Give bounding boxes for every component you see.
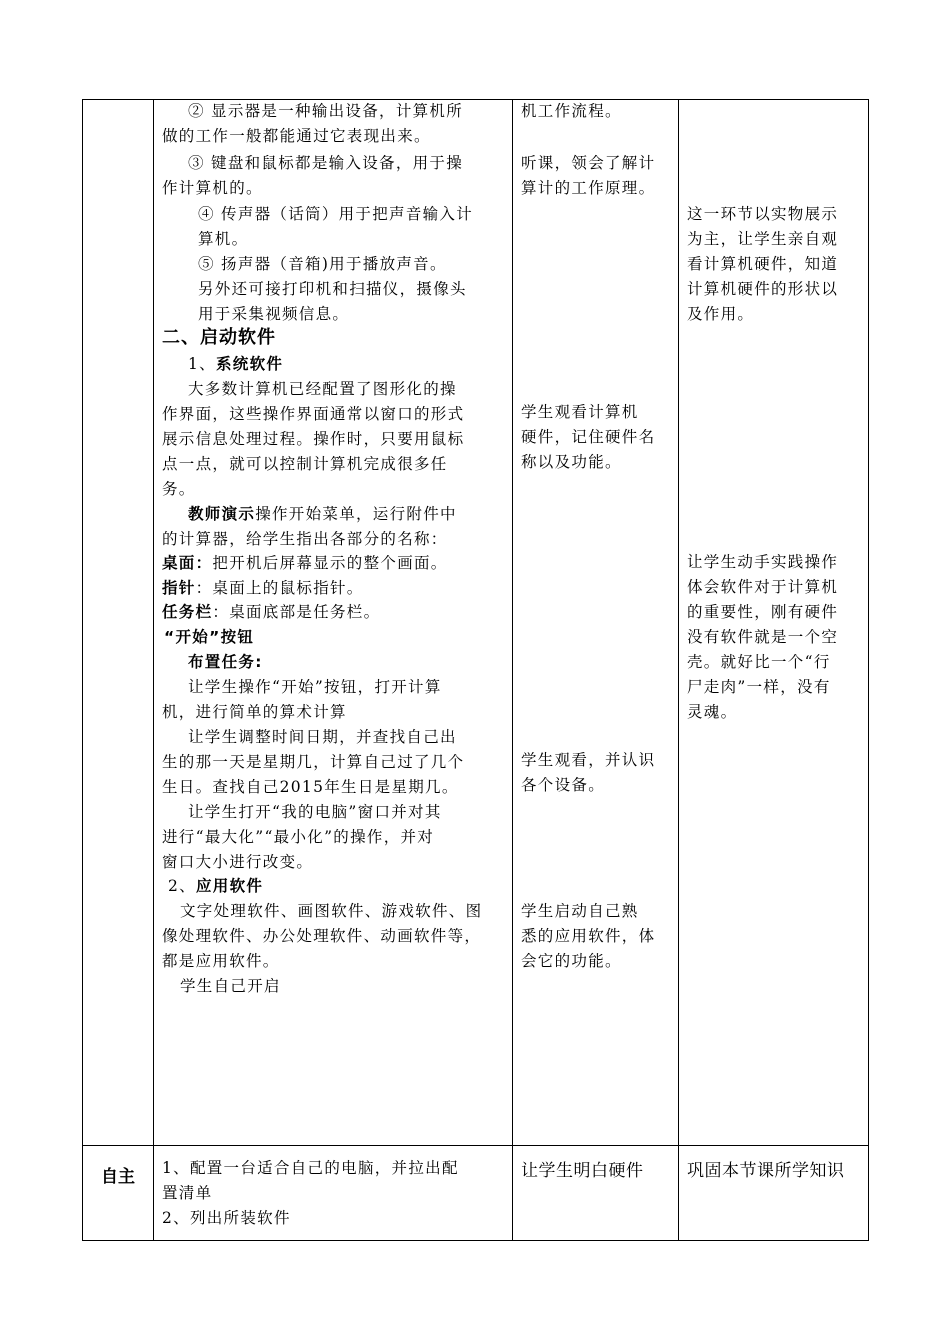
content-line: 文字处理软件、画图软件、游戏软件、图 [180, 902, 483, 920]
self-study-intent-text: 巩固本节课所学知识 [687, 1161, 845, 1181]
lesson-plan-table [82, 99, 869, 1241]
intent-line: 体会软件对于计算机 [687, 578, 839, 596]
student-line: 悉的应用软件，体 [521, 927, 656, 945]
intent-line: 的重要性，刚有硬件 [687, 603, 839, 621]
stage-cell-self-study [83, 1146, 154, 1241]
content-line: 窗口大小进行改变。 [162, 853, 314, 871]
term-line: 任务栏：桌面底部是任务栏。 [162, 603, 381, 621]
design-intent-cell [679, 100, 869, 1146]
table-row-self-study [83, 1146, 869, 1241]
student-line: 学生观看计算机 [521, 403, 639, 421]
content-line: 让学生操作“开始”按钮，打开计算 [188, 678, 442, 696]
content-line: 的计算器，给学生指出各部分的名称： [162, 530, 448, 548]
content-line: 务。 [162, 480, 196, 498]
student-line: 听课，领会了解计 [521, 154, 656, 172]
content-line: 都是应用软件。 [162, 952, 280, 970]
stage-cell-empty [83, 100, 154, 1146]
student-line: 机工作流程。 [521, 102, 622, 120]
content-line: 点一点，就可以控制计算机完成很多任 [162, 455, 448, 473]
student-line: 学生启动自己熟 [521, 902, 639, 920]
self-study-student-text: 让学生明白硬件 [521, 1161, 644, 1181]
self-study-student-cell [513, 1146, 679, 1241]
intent-line: 看计算机硬件，知道 [687, 255, 839, 273]
self-study-line: 2、列出所装软件 [162, 1209, 291, 1227]
intent-line: 让学生动手实践操作 [687, 553, 839, 571]
content-line: 教师演示操作开始菜单，运行附件中 [188, 505, 457, 523]
intent-line: 计算机硬件的形状以 [687, 280, 839, 298]
content-line: 生日。查找自己2015年生日是星期几。 [162, 778, 459, 796]
start-button-term: “开始”按钮 [164, 628, 255, 646]
student-activity-cell [513, 100, 679, 1146]
intent-line: 尸走肉”一样，没有 [687, 678, 831, 696]
intent-line: 及作用。 [687, 305, 755, 323]
content-line: 另外还可接打印机和扫描仪，摄像头 [198, 280, 467, 298]
stage-label: 自主 [101, 1167, 135, 1187]
intent-line: 壳。就好比一个“行 [687, 653, 831, 671]
student-line: 算计的工作原理。 [521, 179, 656, 197]
content-line: 像处理软件、办公处理软件、动画软件等， [162, 927, 482, 945]
intent-line: 这一环节以实物展示 [687, 205, 839, 223]
self-study-line: 1、配置一台适合自己的电脑，并拉出配 [162, 1159, 459, 1177]
intent-line: 为主，让学生亲自观 [687, 230, 839, 248]
content-line: 进行“最大化”“最小化”的操作，并对 [162, 828, 435, 846]
self-study-intent-cell [679, 1146, 869, 1241]
content-line: 做的工作一般都能通过它表现出来。 [162, 127, 431, 145]
student-line: 硬件，记住硬件名 [521, 428, 656, 446]
self-study-line: 置清单 [162, 1184, 213, 1202]
student-line: 称以及功能。 [521, 453, 622, 471]
content-line: 让学生调整时间日期，并查找自己出 [188, 728, 457, 746]
content-line: ② 显示器是一种输出设备，计算机所 [188, 102, 464, 120]
content-line: 展示信息处理过程。操作时，只要用鼠标 [162, 430, 465, 448]
intent-line: 没有软件就是一个空 [687, 628, 839, 646]
content-line: 算机。 [198, 230, 249, 248]
content-line: 作界面，这些操作界面通常以窗口的形式 [162, 405, 465, 423]
subsection-heading: 2、应用软件 [168, 877, 264, 895]
self-study-content-cell [154, 1146, 513, 1241]
student-line: 会它的功能。 [521, 952, 622, 970]
student-line: 各个设备。 [521, 776, 606, 794]
content-line: 生的那一天是星期几，计算自己过了几个 [162, 753, 465, 771]
content-line: 机，进行简单的算术计算 [162, 703, 347, 721]
subsection-heading: 1、系统软件 [188, 355, 284, 373]
table-row-teaching-process [83, 100, 869, 1146]
student-line: 学生观看，并认识 [521, 751, 656, 769]
content-line: 大多数计算机已经配置了图形化的操 [188, 380, 457, 398]
content-line: ③ 键盘和鼠标都是输入设备，用于操 [188, 154, 464, 172]
teaching-content-cell [154, 100, 513, 1146]
content-line: 让学生打开“我的电脑”窗口并对其 [188, 803, 442, 821]
content-line: ⑤ 扬声器（音箱)用于播放声音。 [198, 255, 447, 273]
content-line: 学生自己开启 [180, 977, 281, 995]
term-line: 桌面：把开机后屏幕显示的整个画面。 [162, 554, 448, 572]
content-line: 作计算机的。 [162, 179, 263, 197]
content-line: 用于采集视频信息。 [198, 305, 350, 323]
term-line: 指针：桌面上的鼠标指针。 [162, 579, 364, 597]
content-line: ④ 传声器（话筒）用于把声音输入计 [198, 205, 474, 223]
task-heading: 布置任务: [188, 653, 263, 671]
intent-line: 灵魂。 [687, 703, 738, 721]
section-heading: 二、启动软件 [162, 327, 276, 348]
